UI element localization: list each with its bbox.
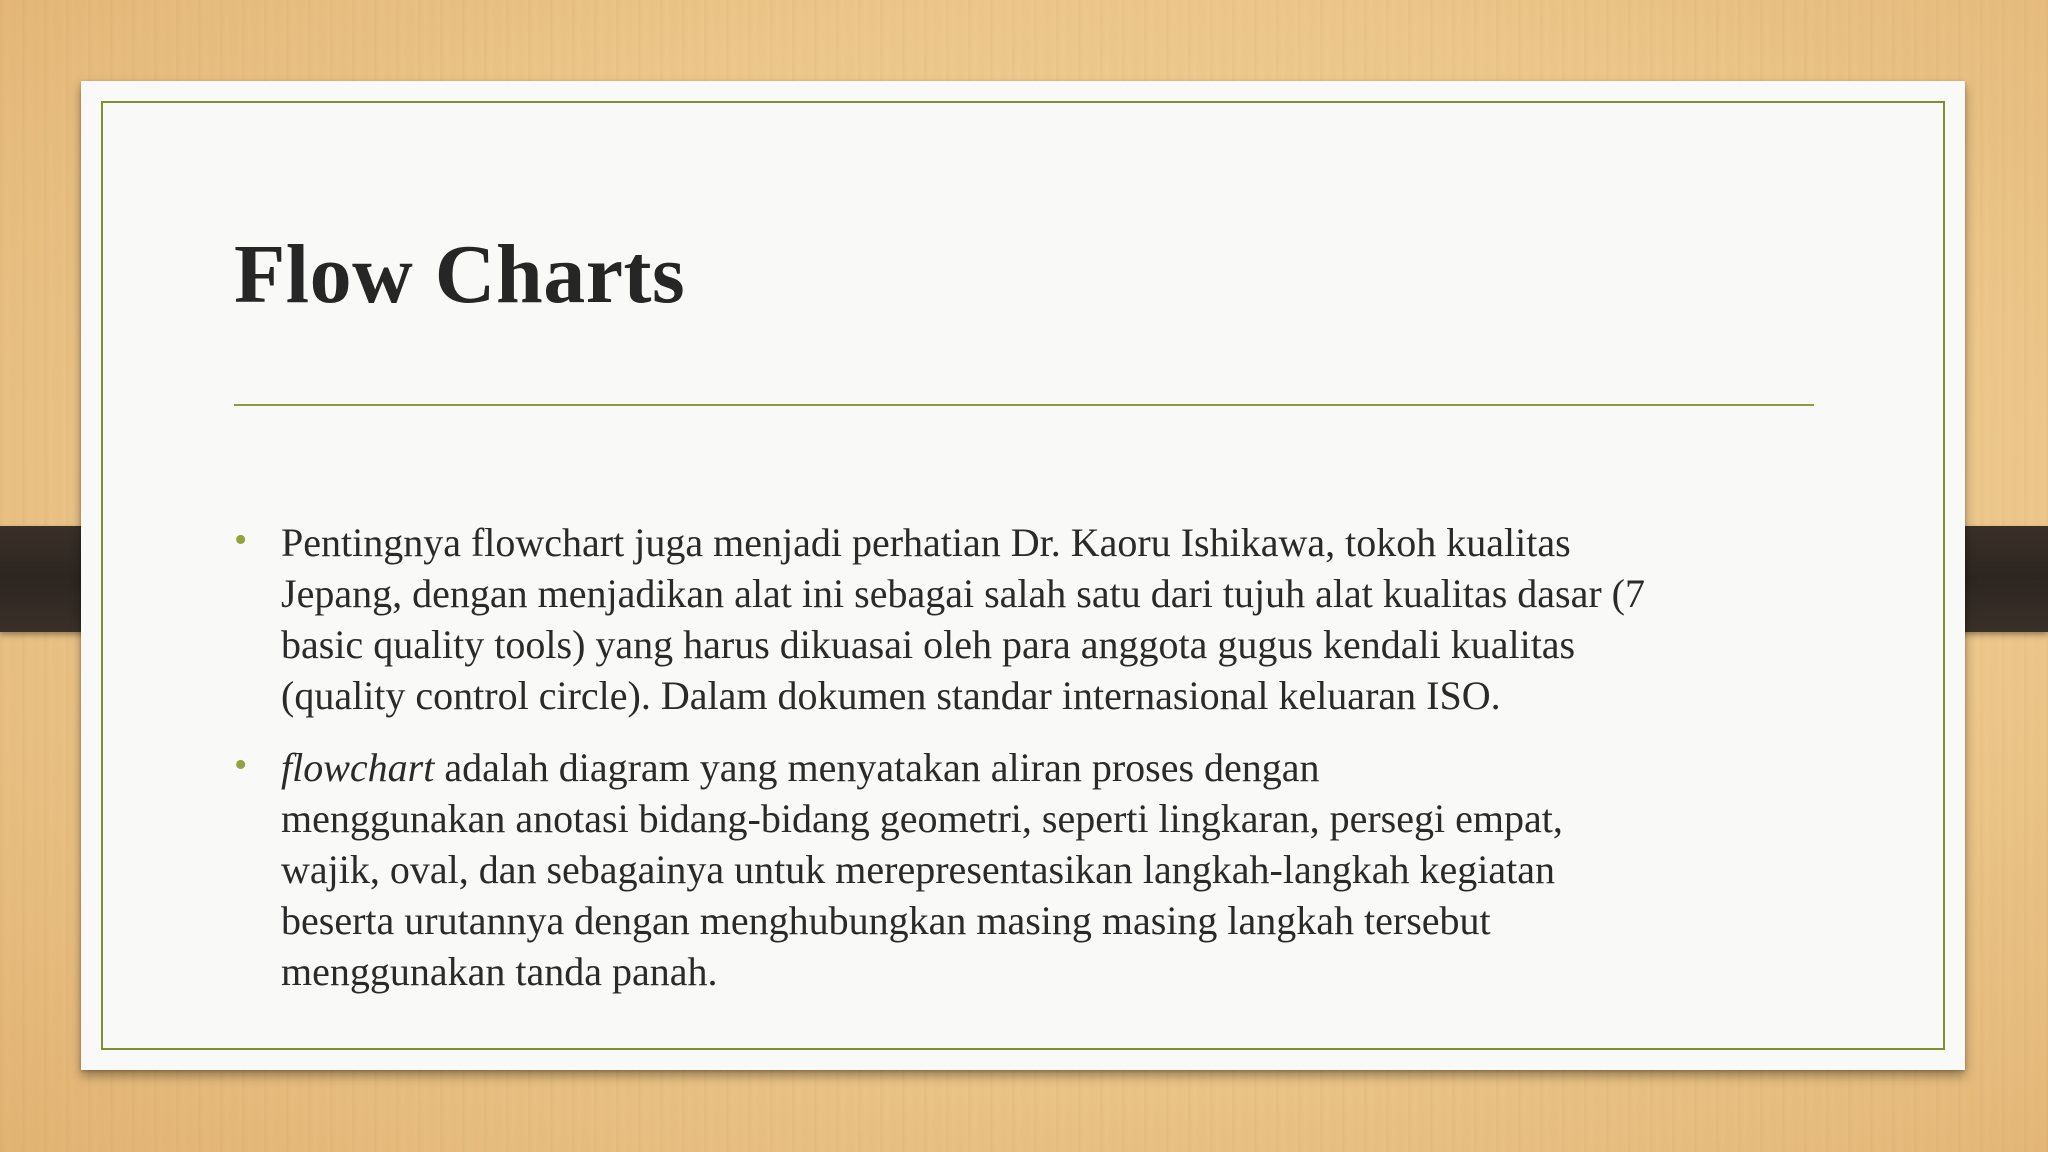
bullet-item-flowchart-definition xyxy=(234,742,1854,997)
flowchart-term: flowchart xyxy=(281,745,435,790)
bullet-1-line-3: basic quality tools) yang harus dikuasai oleh para anggota gugus kendali kualitas xyxy=(281,622,1576,667)
title-divider xyxy=(234,404,1814,406)
bullet-2-line-3: wajik, oval, dan sebagainya untuk merepresentasikan langkah-langkah kegiatan xyxy=(281,847,1555,892)
bullet-dot-icon: • xyxy=(234,744,248,786)
slide-card xyxy=(81,81,1965,1070)
bullet-list xyxy=(234,517,1854,1018)
bullet-2-line-4: beserta urutannya dengan menghubungkan masing masing langkah tersebut xyxy=(281,898,1491,943)
bullet-1-line-4: (quality control circle). Dalam dokumen standar internasional keluaran ISO. xyxy=(281,673,1501,718)
bullet-1-line-2: Jepang, dengan menjadikan alat ini sebagai salah satu dari tujuh alat kualitas dasar (7 xyxy=(281,571,1645,616)
bullet-2-line-1 xyxy=(281,742,1854,793)
slide-title: Flow Charts xyxy=(234,228,686,321)
bullet-dot-icon: • xyxy=(234,519,248,561)
bullet-2-line-2: menggunakan anotasi bidang-bidang geometri, seperti lingkaran, persegi empat, xyxy=(281,796,1563,841)
bullet-2-line-5: menggunakan tanda panah. xyxy=(281,949,718,994)
bullet-1-line-1: Pentingnya flowchart juga menjadi perhatian Dr. Kaoru Ishikawa, tokoh kualitas xyxy=(281,520,1571,565)
bullet-2-line-1-rest: adalah diagram yang menyatakan aliran proses dengan xyxy=(434,745,1320,790)
bullet-item-ishikawa xyxy=(234,517,1854,721)
